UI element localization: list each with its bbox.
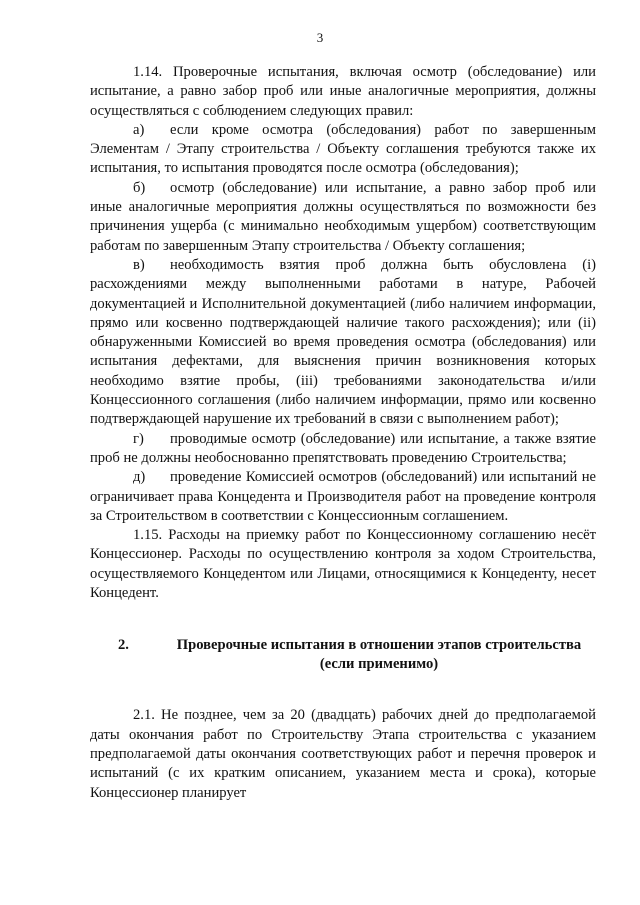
list-marker: д) xyxy=(133,469,146,486)
list-marker: б) xyxy=(133,179,146,196)
clause-1-15: 1.15. Расходы на приемку работ по Концессионному соглашению несёт Концессионер. Расходы по осуществлению контроля за ходом Строительства, осуществляемого Концедентом или Лицами, относящимися к Концеденту, несет Концедент. xyxy=(90,527,596,602)
list-item-v xyxy=(90,256,596,430)
section-2-heading xyxy=(90,636,596,673)
section-title: Проверочные испытания в отношении этапов строительства (если применимо) xyxy=(176,637,582,672)
heading-spacer xyxy=(90,673,596,706)
document-body xyxy=(90,63,596,803)
clause-2-1: 2.1. Не позднее, чем за 20 (двадцать) рабочих дней до предполагаемой даты окончания работ по Строительству Этапа строительства с указанием предполагаемой даты окончания соответствующих работ и перечня проверок и испытаний (с их кратким описанием, указанием места и срока), которые Концессионер планирует xyxy=(90,707,596,801)
page-number: 3 xyxy=(316,30,324,45)
list-item-text: проведение Комиссией осмотров (обследований) или испытаний не ограничивает права Концедента и Производителя работ на проведение контроля за Строительством в соответствии с Концессионным соглашением. xyxy=(90,469,596,524)
list-marker: г) xyxy=(133,430,144,447)
list-item-text: осмотр (обследование) или испытание, а равно забор проб или иные аналогичные мероприятия должны осуществляться по возможности без причинения ущерба (с минимально необходимым ущербом) соответствующим работам по завершенным Этапу строительства / Объекту соглашения; xyxy=(90,179,596,254)
clause-1-14-list xyxy=(90,121,596,526)
list-item-a xyxy=(90,121,596,179)
list-item-text: необходимость взятия проб должна быть обусловлена (i) расхождениями между выполненными работами в натуре, Рабочей документацией и Исполнительной документацией (либо наличием информации, прямо или косвенно подтверждающей наличие такого расхождения); или (ii) обнаруженными Комиссией во время проведения осмотра (обследования) или испытания дефектами, для выяснения причин возникновения которых необходимо взятие пробы, (iii) требованиями законодательства и/или Концессионного соглашения (либо наличием информации, прямо или косвенно подтверждающей нарушение их требований в связи с выполнением работ); xyxy=(90,256,596,428)
list-item-b xyxy=(90,179,596,256)
section-number: 2. xyxy=(118,637,129,654)
list-item-text: проводимые осмотр (обследование) или испытание, а также взятие проб не должны необоснованно препятствовать проведению Строительства; xyxy=(90,430,596,466)
list-item-g xyxy=(90,430,596,469)
list-item-text: если кроме осмотра (обследования) работ по завершенным Элементам / Этапу строительства / Объекту соглашения требуются также их испытания, то испытания проводятся после осмотра (обследования); xyxy=(90,121,596,177)
list-marker: а) xyxy=(133,121,145,138)
list-marker: в) xyxy=(133,256,145,273)
list-item-d xyxy=(90,468,596,526)
clause-1-14: 1.14. Проверочные испытания, включая осмотр (обследование) или испытание, а равно забор проб или иные аналогичные мероприятия, должны осуществляться с соблюдением следующих правил: xyxy=(90,64,596,119)
